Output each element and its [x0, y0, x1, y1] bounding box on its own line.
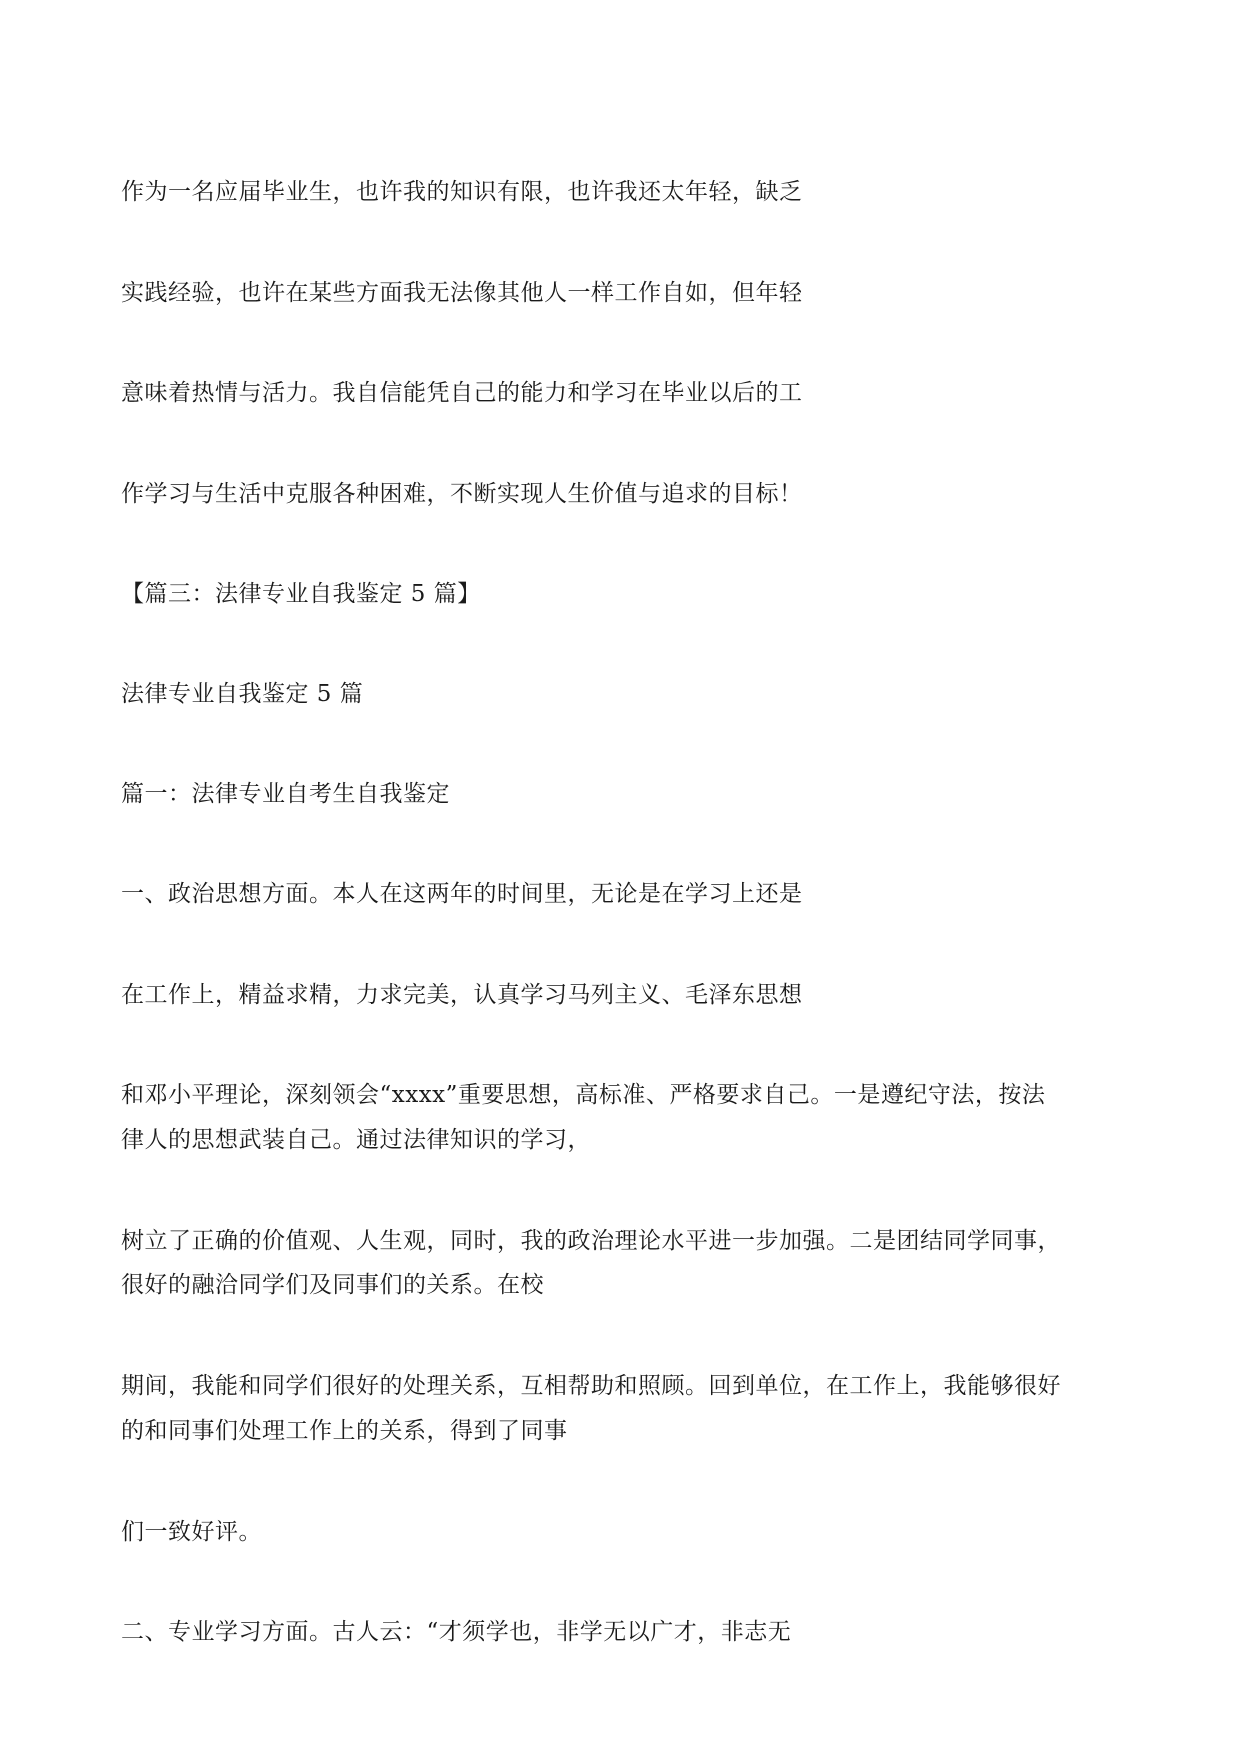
paragraph-line-4: 作学习与生活中克服各种困难，不断实现人生价值与追求的目标！	[121, 481, 803, 507]
paragraph-line-8: 律人的思想武装自己。通过法律知识的学习，	[121, 1127, 591, 1153]
document-title: 法律专业自我鉴定 5 篇	[121, 681, 364, 707]
paragraph-line-1: 作为一名应届毕业生，也许我的知识有限，也许我还太年轻，缺乏	[121, 179, 803, 205]
paragraph-line-13: 们一致好评。	[121, 1519, 262, 1545]
paragraph-line-10: 很好的融洽同学们及同事们的关系。在校	[121, 1272, 544, 1298]
paragraph-line-3: 意味着热情与活力。我自信能凭自己的能力和学习在毕业以后的工	[121, 380, 803, 406]
paragraph-line-5: 一、政治思想方面。本人在这两年的时间里，无论是在学习上还是	[121, 881, 803, 907]
paragraph-line-9: 树立了正确的价值观、人生观，同时，我的政治理论水平进一步加强。二是团结同学同事，	[121, 1228, 1061, 1254]
paragraph-line-14: 二、专业学习方面。古人云：“才须学也，非学无以广才，非志无	[121, 1619, 792, 1645]
paragraph-line-6: 在工作上，精益求精，力求完美，认真学习马列主义、毛泽东思想	[121, 982, 803, 1008]
paragraph-line-7: 和邓小平理论，深刻领会“xxxx”重要思想，高标准、严格要求自己。一是遵纪守法，按法	[121, 1082, 1046, 1108]
paragraph-line-12: 的和同事们处理工作上的关系，得到了同事	[121, 1418, 568, 1444]
paragraph-line-2: 实践经验，也许在某些方面我无法像其他人一样工作自如，但年轻	[121, 280, 803, 306]
paragraph-line-11: 期间，我能和同学们很好的处理关系，互相帮助和照顾。回到单位，在工作上，我能够很好	[121, 1373, 1061, 1399]
section-heading: 【篇三：法律专业自我鉴定 5 篇】	[121, 581, 481, 607]
subsection-heading: 篇一：法律专业自考生自我鉴定	[121, 781, 450, 807]
